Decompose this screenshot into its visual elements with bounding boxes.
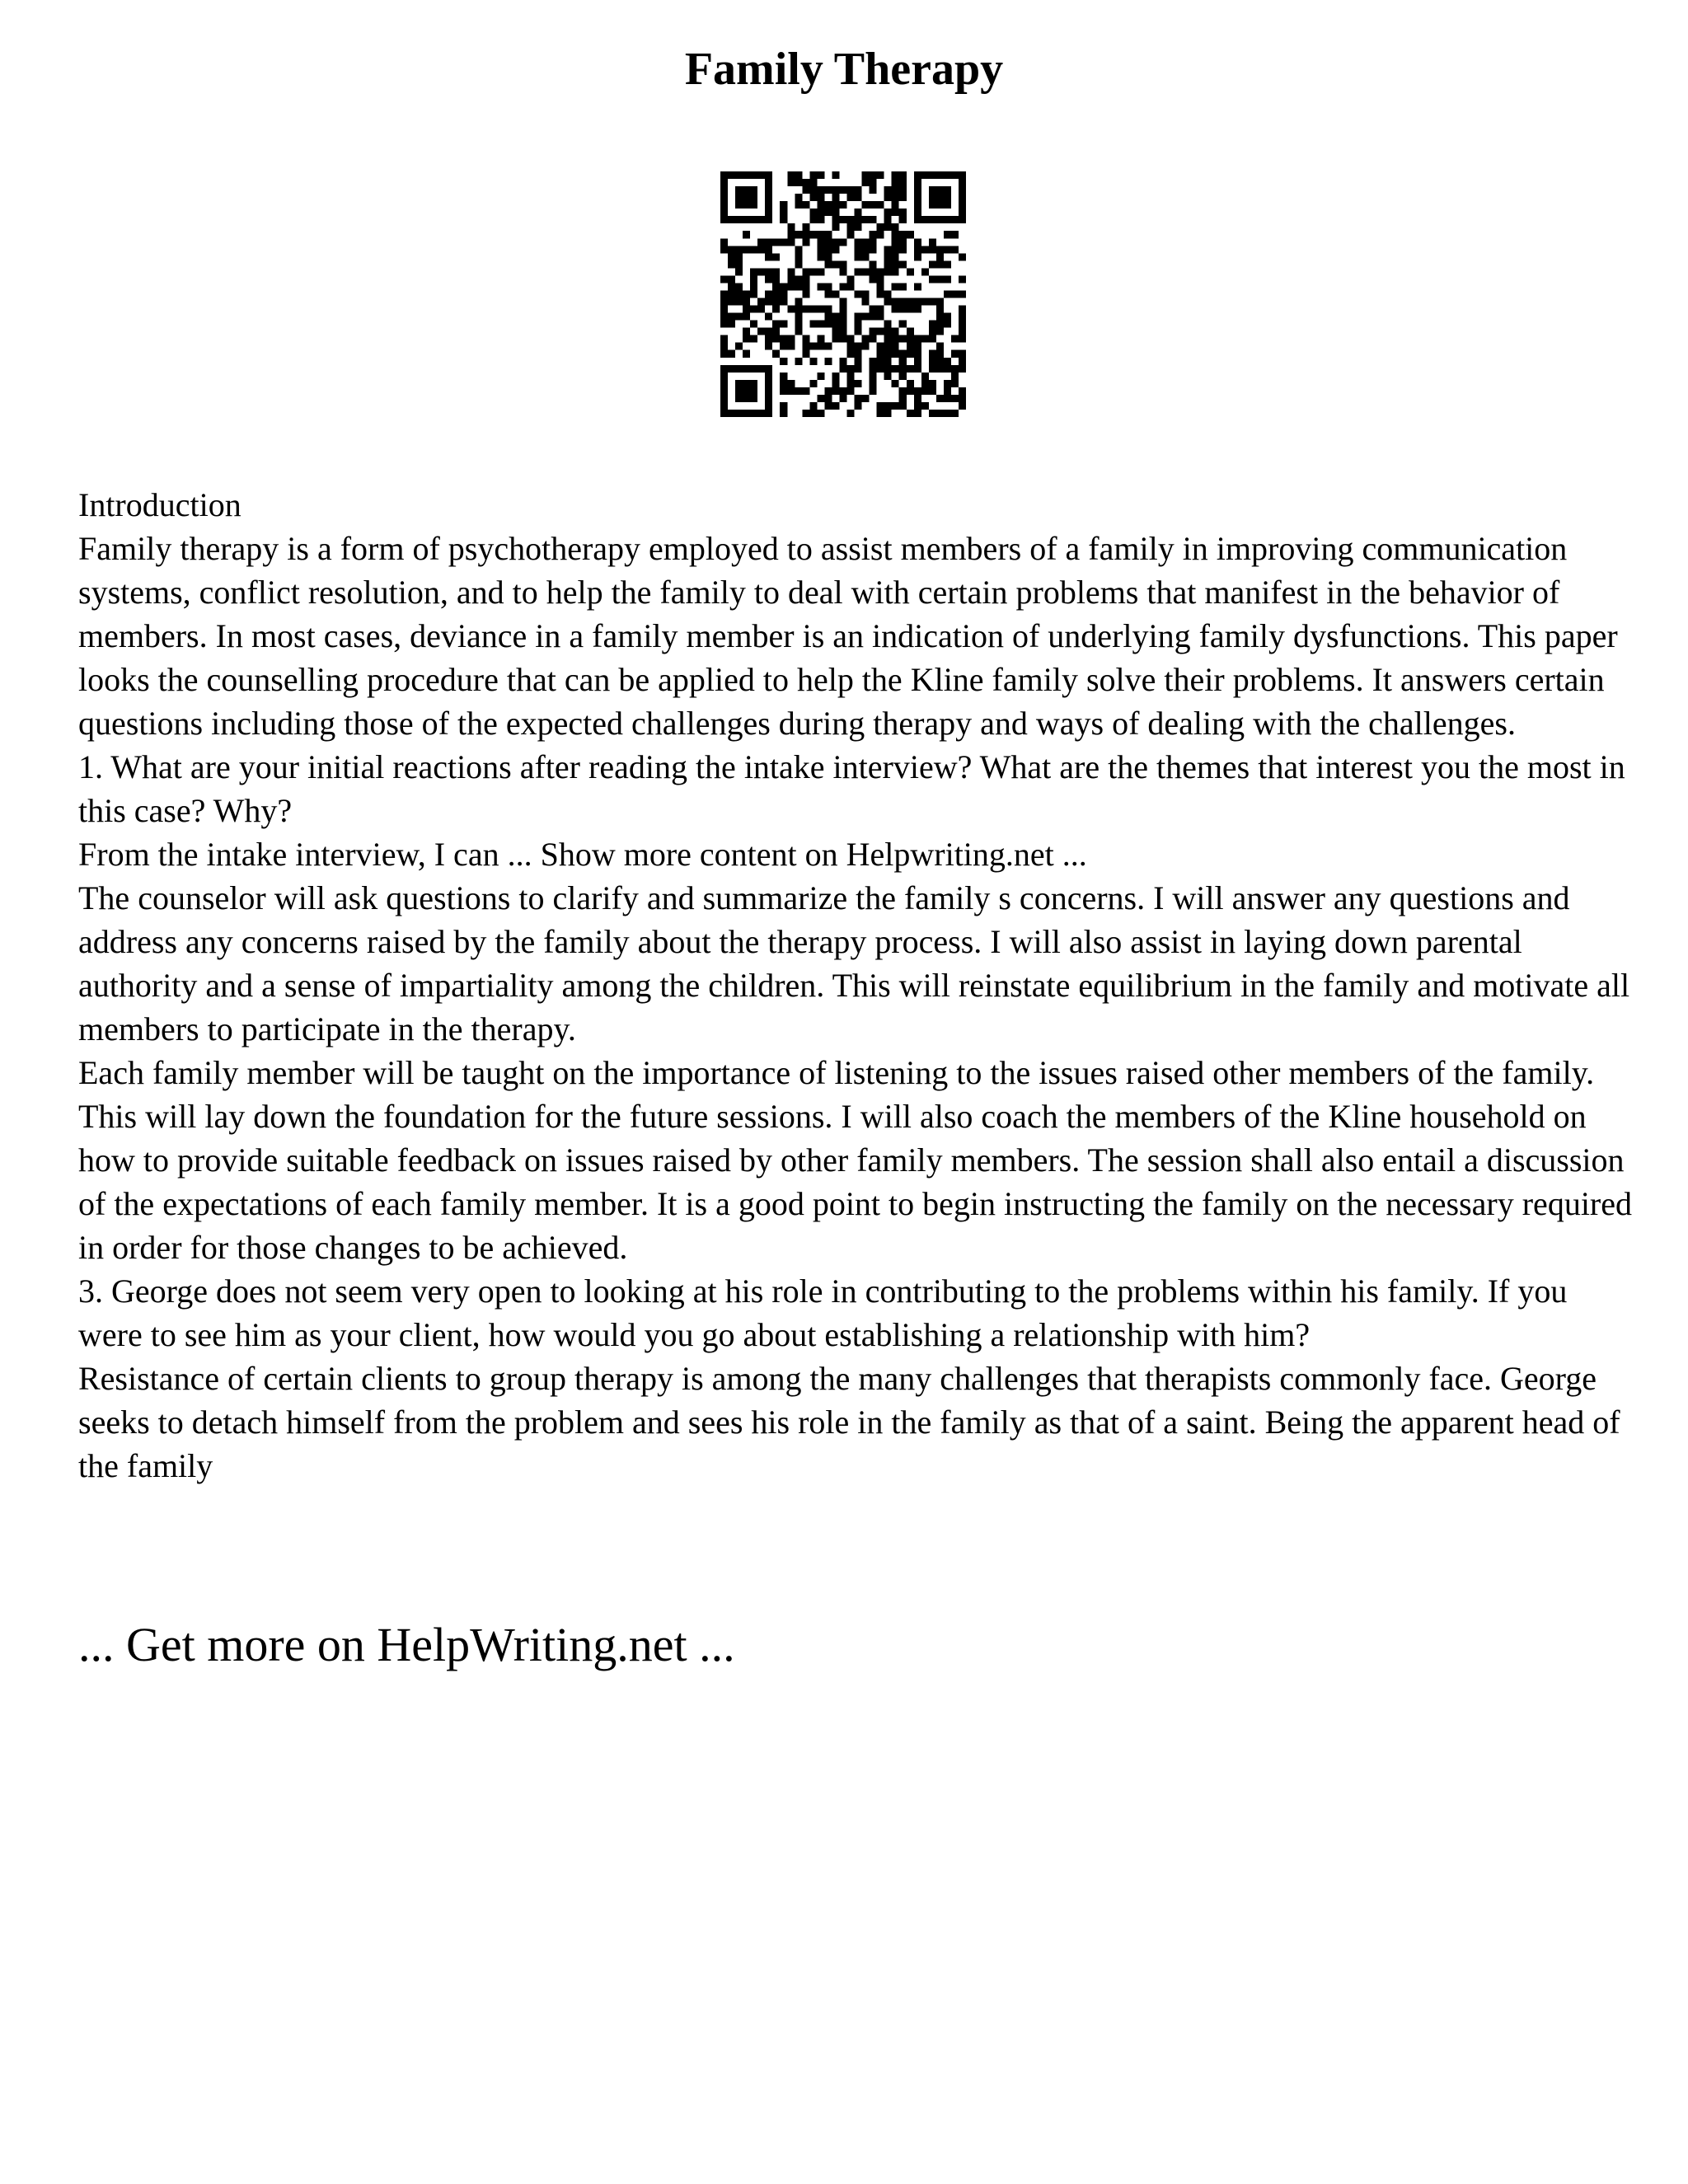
question-3: 3. George does not seem very open to looking at his role in contributing to the problems within his family. If you were to see him as your client, how would you go about establishing a relationship with him? bbox=[78, 1272, 1568, 1353]
section-heading-introduction: Introduction bbox=[78, 486, 241, 523]
paragraph-counselor: The counselor will ask questions to clarify and summarize the family s concerns. I will answer any questions and address any concerns raised by the family about the therapy process. I will also assist in laying down parental authority and a sense of impartiality among the children. This will reinstate equilibrium in the family and motivate all members to participate in the therapy. bbox=[78, 879, 1630, 1047]
qr-code-graphic bbox=[720, 171, 966, 417]
paragraph-resistance: Resistance of certain clients to group therapy is among the many challenges that therapists commonly face. George seeks to detach himself from the problem and sees his role in the family as that of a saint. Being the apparent head of the family bbox=[78, 1360, 1620, 1484]
paragraph-family-member: Each family member will be taught on the importance of listening to the issues raised other members of the family. This will lay down the foundation for the future sessions. I will also coach the members of the Kline household on how to provide suitable feedback on issues raised by other family members. The session shall also entail a discussion of the expectations of each family member. It is a good point to begin instructing the family on the necessary required in order for those changes to be achieved. bbox=[78, 1054, 1632, 1266]
page-title: Family Therapy bbox=[684, 44, 1004, 95]
qr-code-image bbox=[720, 171, 966, 417]
get-more-link[interactable]: ... Get more on HelpWriting.net ... bbox=[78, 1618, 735, 1671]
document-body bbox=[78, 483, 1636, 1488]
paragraph-introduction: Family therapy is a form of psychotherapy employed to assist members of a family in improving communication systems, conflict resolution, and to help the family to deal with certain problems that manifest in the behavior of members. In most cases, deviance in a family member is an indication of underlying family dysfunctions. This paper looks the counselling procedure that can be applied to help the Kline family solve their problems. It answers certain questions including those of the expected challenges during therapy and ways of dealing with the challenges. bbox=[78, 530, 1618, 742]
show-more-line: From the intake interview, I can ... Show more content on Helpwriting.net ... bbox=[78, 836, 1087, 873]
question-1: 1. What are your initial reactions after reading the intake interview? What are the themes that interest you the most in this case? Why? bbox=[78, 748, 1625, 829]
